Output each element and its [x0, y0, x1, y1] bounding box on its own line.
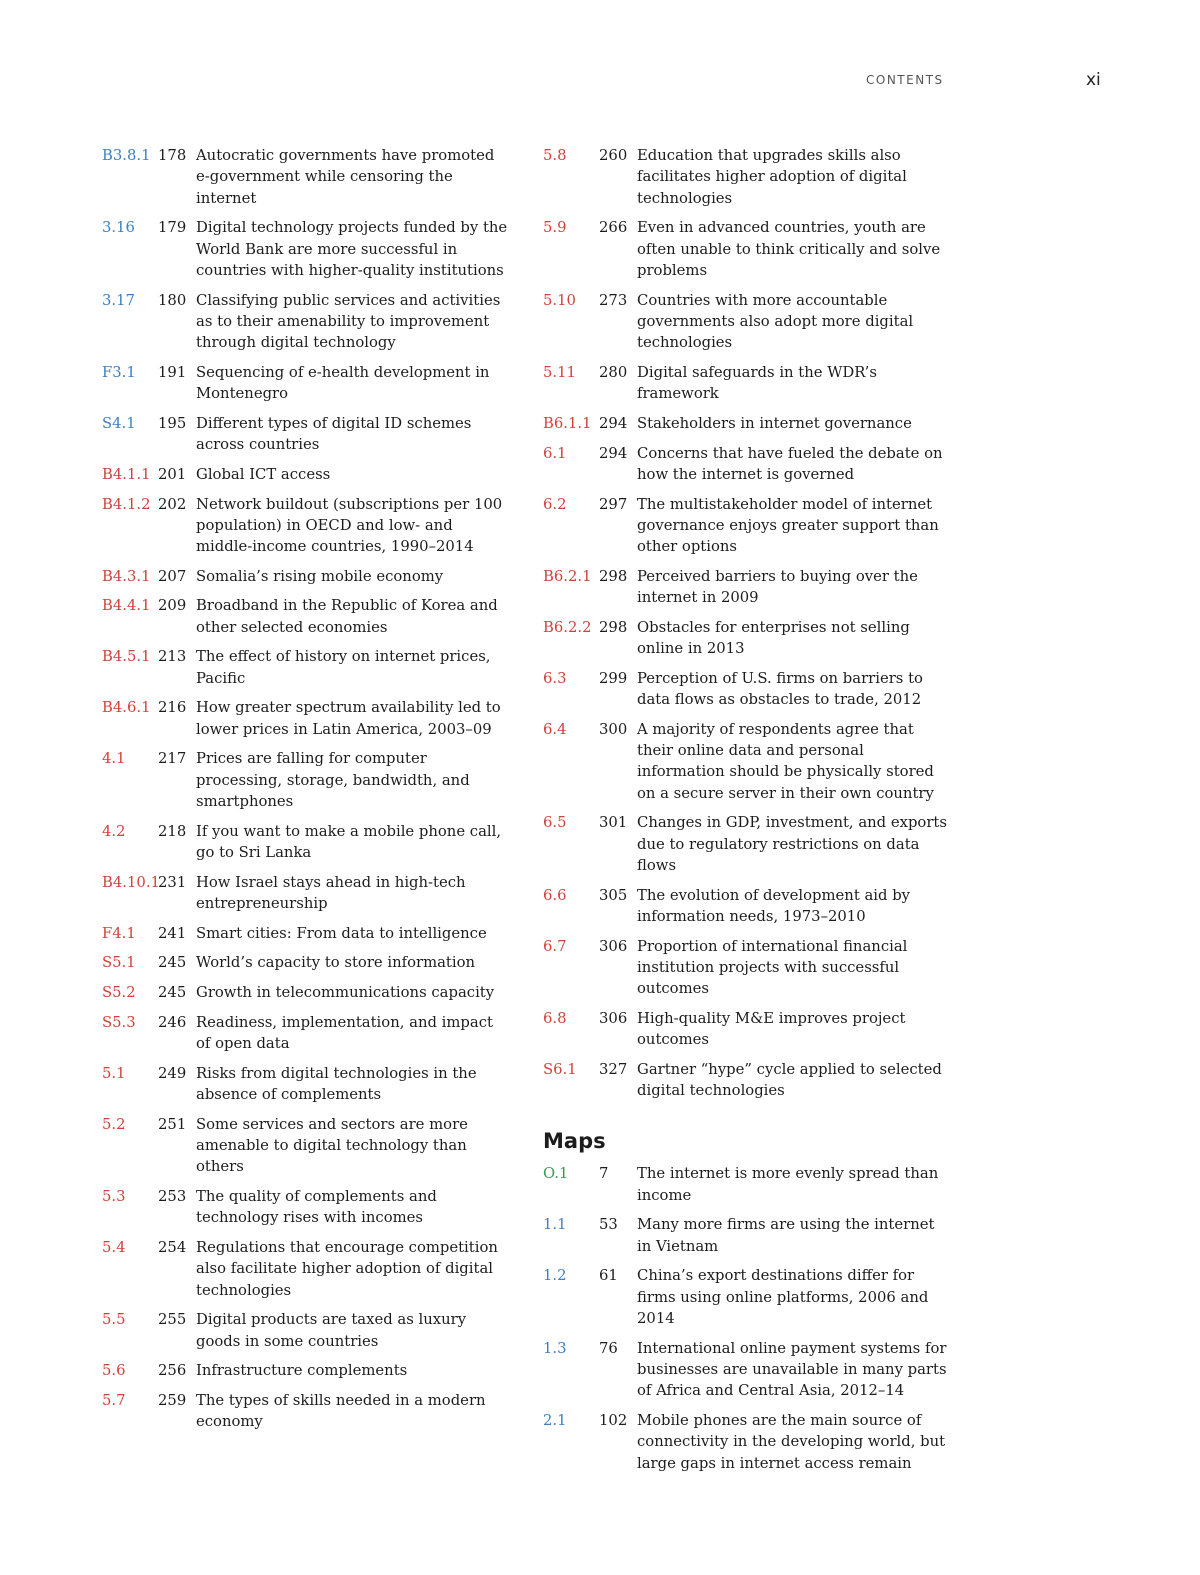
- entry-number: 5.9: [543, 219, 567, 237]
- entry-page: 298: [599, 618, 628, 636]
- entry-number: 6.4: [543, 720, 567, 738]
- entry-number: 6.1: [543, 444, 567, 462]
- entry-number: 6.7: [543, 937, 567, 955]
- entry-page: 249: [158, 1064, 187, 1082]
- toc-entry[interactable]: [102, 872, 512, 915]
- toc-entry[interactable]: [102, 1063, 512, 1106]
- entry-title: Concerns that have fueled the debate on how the internet is governed: [637, 444, 943, 483]
- entry-number: 5.6: [102, 1362, 126, 1380]
- entry-title: Global ICT access: [196, 465, 331, 483]
- entry-page: 102: [599, 1411, 628, 1429]
- entry-page: 251: [158, 1115, 187, 1133]
- entry-title: International online payment systems for businesses are unavailable in many parts of Africa and Central Asia, 2012–14: [637, 1339, 947, 1400]
- entry-title: How Israel stays ahead in high-tech entrepreneurship: [196, 873, 466, 912]
- toc-entry[interactable]: [543, 812, 953, 876]
- toc-entry[interactable]: [102, 821, 512, 864]
- entry-number: B4.1.1: [102, 465, 151, 483]
- entry-number: 6.2: [543, 495, 567, 513]
- entry-number: 5.11: [543, 363, 576, 381]
- entry-title: Digital safeguards in the WDR’s framework: [637, 363, 877, 403]
- toc-entry[interactable]: [543, 1008, 953, 1051]
- entry-title: Prices are falling for computer processing, storage, bandwidth, and smartphones: [196, 750, 470, 811]
- toc-entry[interactable]: [102, 1309, 512, 1352]
- entry-number: B4.10.1: [102, 873, 160, 891]
- entry-number: B4.1.2: [102, 495, 151, 513]
- entry-number: F4.1: [102, 924, 136, 942]
- entry-title: Regulations that encourage competition also facilitate higher adoption of digital technologies: [196, 1238, 498, 1299]
- entry-page: 306: [599, 937, 628, 955]
- entry-page: 259: [158, 1391, 187, 1409]
- toc-entry[interactable]: [102, 748, 512, 812]
- entry-number: 5.7: [102, 1391, 126, 1409]
- entry-title: Different types of digital ID schemes across countries: [196, 414, 472, 454]
- toc-entry[interactable]: [543, 443, 953, 486]
- toc-entry[interactable]: [102, 982, 512, 1003]
- entry-title: The multistakeholder model of internet governance enjoys greater support than other options: [637, 495, 939, 556]
- entry-number: S4.1: [102, 414, 136, 432]
- toc-entry[interactable]: [543, 1214, 953, 1257]
- entry-title: Even in advanced countries, youth are often unable to think critically and solve problems: [637, 219, 941, 279]
- toc-entry[interactable]: [543, 1059, 953, 1102]
- entry-page: 209: [158, 597, 187, 615]
- toc-entry[interactable]: [543, 413, 953, 434]
- toc-entry[interactable]: [102, 1390, 512, 1433]
- entry-page: 202: [158, 495, 187, 513]
- entry-title: Digital products are taxed as luxury goods in some countries: [196, 1311, 467, 1350]
- toc-entry[interactable]: [543, 885, 953, 928]
- entry-title: Gartner “hype” cycle applied to selected digital technologies: [637, 1060, 942, 1100]
- entry-page: 246: [158, 1013, 187, 1031]
- toc-entry[interactable]: [543, 217, 953, 281]
- entry-number: 6.5: [543, 814, 567, 832]
- entry-title: Proportion of international financial institution projects with successful outcomes: [637, 937, 908, 998]
- entry-number: 2.1: [543, 1411, 567, 1429]
- entry-page: 299: [599, 669, 628, 687]
- entry-number: 5.10: [543, 291, 576, 309]
- entry-page: 231: [158, 873, 187, 891]
- toc-entry[interactable]: [543, 1410, 953, 1474]
- entry-title: Network buildout (subscriptions per 100 population) in OECD and low- and middle-income countries, 1990–2014: [196, 495, 503, 556]
- entry-title: Somalia’s rising mobile economy: [196, 567, 444, 585]
- entry-title: The effect of history on internet prices, Pacific: [196, 648, 491, 687]
- entry-page: 301: [599, 814, 628, 832]
- entry-title: Broadband in the Republic of Korea and other selected economies: [196, 597, 498, 636]
- entry-page: 179: [158, 219, 187, 237]
- entry-number: 1.2: [543, 1267, 567, 1285]
- toc-entry[interactable]: [102, 1186, 512, 1229]
- entry-page: 297: [599, 495, 628, 513]
- entry-number: B3.8.1: [102, 147, 151, 164]
- entry-number: B4.4.1: [102, 597, 151, 615]
- toc-entry[interactable]: [102, 362, 512, 405]
- entry-page: 305: [599, 886, 628, 904]
- entry-number: 1.3: [543, 1339, 567, 1357]
- entry-number: B4.3.1: [102, 567, 151, 585]
- entry-page: 201: [158, 465, 187, 483]
- entry-title: If you want to make a mobile phone call, go to Sri Lanka: [196, 822, 502, 861]
- toc-entry[interactable]: [102, 217, 512, 281]
- entry-page: 195: [158, 414, 187, 432]
- page-number: xi: [1086, 70, 1101, 90]
- entry-number: O.1: [543, 1165, 569, 1183]
- entry-title: The types of skills needed in a modern economy: [196, 1391, 486, 1431]
- toc-entry[interactable]: [102, 290, 512, 354]
- entry-page: 266: [599, 219, 628, 237]
- entry-title: How greater spectrum availability led to lower prices in Latin America, 2003–09: [196, 699, 501, 738]
- entry-title: The evolution of development aid by information needs, 1973–2010: [637, 886, 911, 925]
- entry-title: Many more firms are using the internet in Vietnam: [637, 1216, 935, 1255]
- entry-page: 213: [158, 648, 187, 666]
- toc-entry[interactable]: [543, 1163, 953, 1206]
- entry-page: 253: [158, 1187, 187, 1205]
- toc-entry[interactable]: [543, 719, 953, 804]
- entry-title: Digital technology projects funded by the World Bank are more successful in countries with higher-quality institutions: [196, 219, 508, 279]
- entry-page: 207: [158, 567, 187, 585]
- left-column: [102, 145, 512, 1441]
- entry-number: B6.2.2: [543, 618, 592, 636]
- entry-title: The quality of complements and technology rises with incomes: [196, 1187, 437, 1227]
- entry-number: B4.6.1: [102, 699, 151, 717]
- entry-number: F3.1: [102, 363, 136, 381]
- entry-number: 6.3: [543, 669, 567, 687]
- toc-entry[interactable]: [543, 290, 953, 354]
- toc-entry[interactable]: [102, 952, 512, 973]
- entry-title: A majority of respondents agree that their online data and personal information should be physically stored on a secure server in their own country: [637, 720, 934, 802]
- entry-number: B6.1.1: [543, 414, 592, 432]
- entry-page: 260: [599, 147, 628, 164]
- toc-entry[interactable]: [543, 617, 953, 660]
- entry-title: Classifying public services and activities as to their amenability to improvement through digital technology: [196, 291, 501, 352]
- toc-entry[interactable]: [102, 464, 512, 485]
- entry-page: 294: [599, 444, 628, 462]
- entry-page: 298: [599, 567, 628, 585]
- entry-title: Stakeholders in internet governance: [637, 414, 912, 432]
- entry-title: Readiness, implementation, and impact of open data: [196, 1013, 493, 1053]
- toc-entry[interactable]: [543, 566, 953, 609]
- entry-page: 218: [158, 822, 187, 840]
- entry-number: 5.3: [102, 1187, 126, 1205]
- toc-entry[interactable]: [102, 595, 512, 638]
- entry-title: Perception of U.S. firms on barriers to data flows as obstacles to trade, 2012: [637, 669, 923, 709]
- entry-title: The internet is more evenly spread than income: [637, 1165, 939, 1204]
- entry-page: 217: [158, 750, 187, 768]
- entry-number: 5.1: [102, 1064, 126, 1082]
- entry-page: 245: [158, 984, 187, 1002]
- entry-number: S5.1: [102, 954, 136, 972]
- entry-number: 4.1: [102, 750, 126, 768]
- toc-entry[interactable]: [543, 936, 953, 1000]
- entry-title: World’s capacity to store information: [196, 954, 476, 972]
- entry-number: B4.5.1: [102, 648, 151, 666]
- entry-page: 300: [599, 720, 628, 738]
- entry-page: 245: [158, 954, 187, 972]
- entry-page: 255: [158, 1311, 187, 1329]
- toc-entry[interactable]: [543, 668, 953, 711]
- entry-page: 241: [158, 924, 187, 942]
- entry-number: 5.5: [102, 1311, 126, 1329]
- right-column: [543, 145, 953, 1482]
- entry-page: 53: [599, 1216, 618, 1234]
- entry-title: Infrastructure complements: [196, 1362, 408, 1380]
- entry-title: Mobile phones are the main source of connectivity in the developing world, but large gaps in internet access remain: [637, 1411, 946, 1472]
- entry-number: 5.8: [543, 147, 567, 164]
- toc-entry[interactable]: [102, 566, 512, 587]
- entry-page: 180: [158, 291, 187, 309]
- entry-title: High-quality M&E improves project outcomes: [637, 1009, 906, 1049]
- toc-entry[interactable]: [102, 494, 512, 558]
- entry-title: Changes in GDP, investment, and exports due to regulatory restrictions on data flows: [637, 814, 947, 874]
- toc-entry[interactable]: [102, 646, 512, 689]
- entry-number: B6.2.1: [543, 567, 592, 585]
- entry-page: 273: [599, 291, 628, 309]
- toc-entry[interactable]: [102, 1237, 512, 1301]
- entry-number: S6.1: [543, 1060, 577, 1078]
- entry-page: 254: [158, 1238, 187, 1256]
- maps-list: [543, 1163, 953, 1473]
- maps-heading: Maps: [543, 1129, 606, 1154]
- entry-page: 280: [599, 363, 628, 381]
- entry-number: 6.6: [543, 886, 567, 904]
- entry-title: Perceived barriers to buying over the internet in 2009: [637, 567, 918, 607]
- entry-title: Some services and sectors are more amenable to digital technology than others: [196, 1115, 468, 1176]
- toc-entry[interactable]: [102, 1114, 512, 1178]
- entry-number: S5.2: [102, 984, 136, 1002]
- toc-entry[interactable]: [543, 1338, 953, 1402]
- entry-title: Countries with more accountable governments also adopt more digital technologies: [637, 291, 914, 352]
- entry-number: 3.16: [102, 219, 135, 237]
- entry-number: 1.1: [543, 1216, 567, 1234]
- entry-title: Sequencing of e-health development in Montenegro: [196, 363, 490, 403]
- entry-page: 216: [158, 699, 187, 717]
- toc-entry[interactable]: [102, 1360, 512, 1381]
- toc-entry[interactable]: [543, 494, 953, 558]
- toc-entry[interactable]: [102, 923, 512, 944]
- entry-title: Autocratic governments have promoted e-government while censoring the internet: [196, 147, 495, 207]
- entry-page: 76: [599, 1339, 618, 1357]
- entry-title: Education that upgrades skills also facilitates higher adoption of digital technologies: [637, 147, 907, 207]
- entry-page: 327: [599, 1060, 628, 1078]
- entry-page: 256: [158, 1362, 187, 1380]
- toc-entry[interactable]: [102, 1012, 512, 1055]
- entry-title: Smart cities: From data to intelligence: [196, 924, 487, 942]
- entry-page: 7: [599, 1165, 609, 1183]
- toc-entry[interactable]: [102, 697, 512, 740]
- toc-entry[interactable]: [543, 362, 953, 405]
- entry-number: 5.4: [102, 1238, 126, 1256]
- entry-title: Obstacles for enterprises not selling online in 2013: [637, 618, 910, 658]
- entry-number: S5.3: [102, 1013, 136, 1031]
- entry-number: 5.2: [102, 1115, 126, 1133]
- toc-entry[interactable]: [543, 145, 953, 209]
- entry-title: Risks from digital technologies in the absence of complements: [196, 1064, 477, 1104]
- entry-number: 3.17: [102, 291, 135, 309]
- entry-page: 294: [599, 414, 628, 432]
- toc-entry[interactable]: [102, 413, 512, 456]
- toc-entry[interactable]: [543, 1265, 953, 1329]
- entry-number: 4.2: [102, 822, 126, 840]
- entry-page: 306: [599, 1009, 628, 1027]
- entry-page: 178: [158, 147, 187, 164]
- entry-title: Growth in telecommunications capacity: [196, 984, 495, 1002]
- entry-title: China’s export destinations differ for firms using online platforms, 2006 and 2014: [637, 1267, 929, 1327]
- entry-page: 191: [158, 363, 187, 381]
- figures-list-continued: [543, 145, 953, 1101]
- toc-entry[interactable]: [102, 145, 512, 209]
- entry-number: 6.8: [543, 1009, 567, 1027]
- running-head: CONTENTS: [866, 73, 944, 87]
- entry-page: 61: [599, 1267, 618, 1285]
